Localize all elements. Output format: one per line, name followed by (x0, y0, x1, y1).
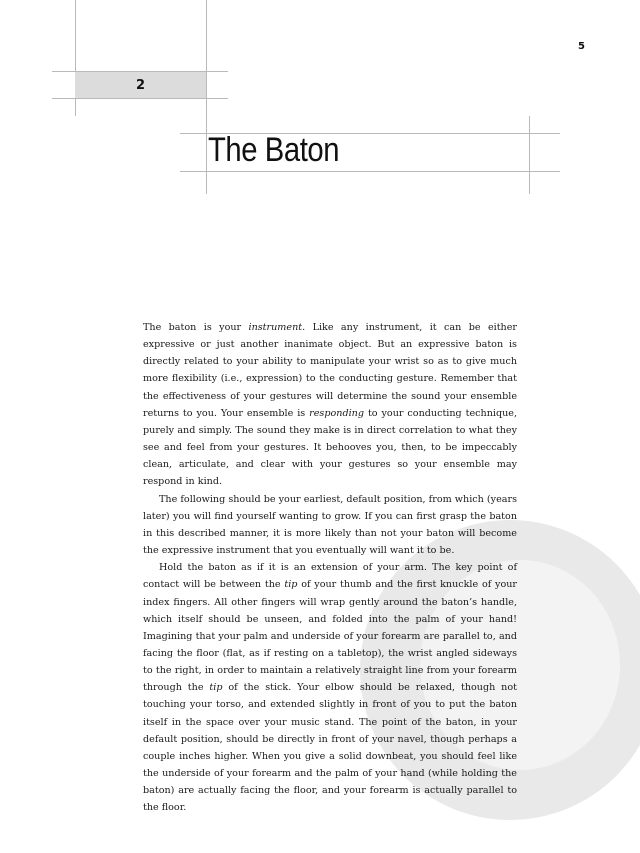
text-run: Like any instrument, it can be either expressive or just another inanimate object. But an expressive baton is directly related to your ability to manipulate your wrist so as to give much more flexibility (i.e., expression) to the conducting gesture. Remember that the effectiveness of your gestures will determine the sound your ensemble returns to you. Your ensemble is (143, 322, 517, 419)
emphasis-text: responding (309, 407, 364, 419)
body-text (143, 319, 517, 817)
rule-vertical-right (529, 116, 530, 194)
emphasis-text: tip (209, 682, 223, 694)
text-run: to your conducting technique, purely and simply. The sound they make is in direct correlation to what they see and feel from your gestures. It behooves you, then, to be impeccably clean, articulate, and clear with your gestures so your ensemble may respond in kind. (143, 407, 518, 488)
chapter-number-box (75, 72, 206, 98)
rule-horizontal-box-bottom (52, 98, 228, 99)
rule-horizontal-title-bottom (180, 171, 560, 172)
text-run: of your thumb and the first knuckle of your index fingers. All other fingers will wrap gently around the baton’s handle, which itself should be unseen, and folded into the palm of your hand! Imagining that your palm and underside of your forearm are parallel to, and facing the floor (flat, as if resting on a tabletop), the wrist angled sideways to the right, in order to maintain a relatively straight line from your forearm through the (143, 579, 518, 694)
page-number: 5 (578, 41, 585, 52)
emphasis-text: tip (284, 579, 298, 591)
text-run: The baton is your (143, 322, 249, 333)
paragraph-3 (143, 559, 517, 816)
text-run: Hold the baton as if it is an extension of your arm. The key point of contact will be between the (143, 562, 517, 591)
paragraph-1 (143, 319, 517, 491)
text-run: The following should be your earliest, default position, from which (years later) you will find yourself wanting to grow. If you can first grasp the baton in this described manner, it is more likely than not your baton will become the expressive instrument that you eventually will want it to be. (143, 493, 517, 557)
chapter-number: 2 (135, 77, 146, 93)
rule-vertical-mid (206, 0, 207, 194)
chapter-title: The Baton (208, 131, 340, 169)
emphasis-text: instrument. (248, 322, 306, 333)
text-run: of the stick. Your elbow should be relaxed, though not touching your torso, and extended slightly in front of you to put the baton itself in the space over your music stand. The point of the baton, in your default position, should be directly in front of your navel, though perhaps a couple inches higher. When you give a solid downbeat, you should feel like the underside of your forearm and the palm of your hand (while holding the baton) are actually facing the floor, and your forearm is actually parallel to the floor. (143, 682, 517, 814)
paragraph-2 (143, 491, 517, 560)
